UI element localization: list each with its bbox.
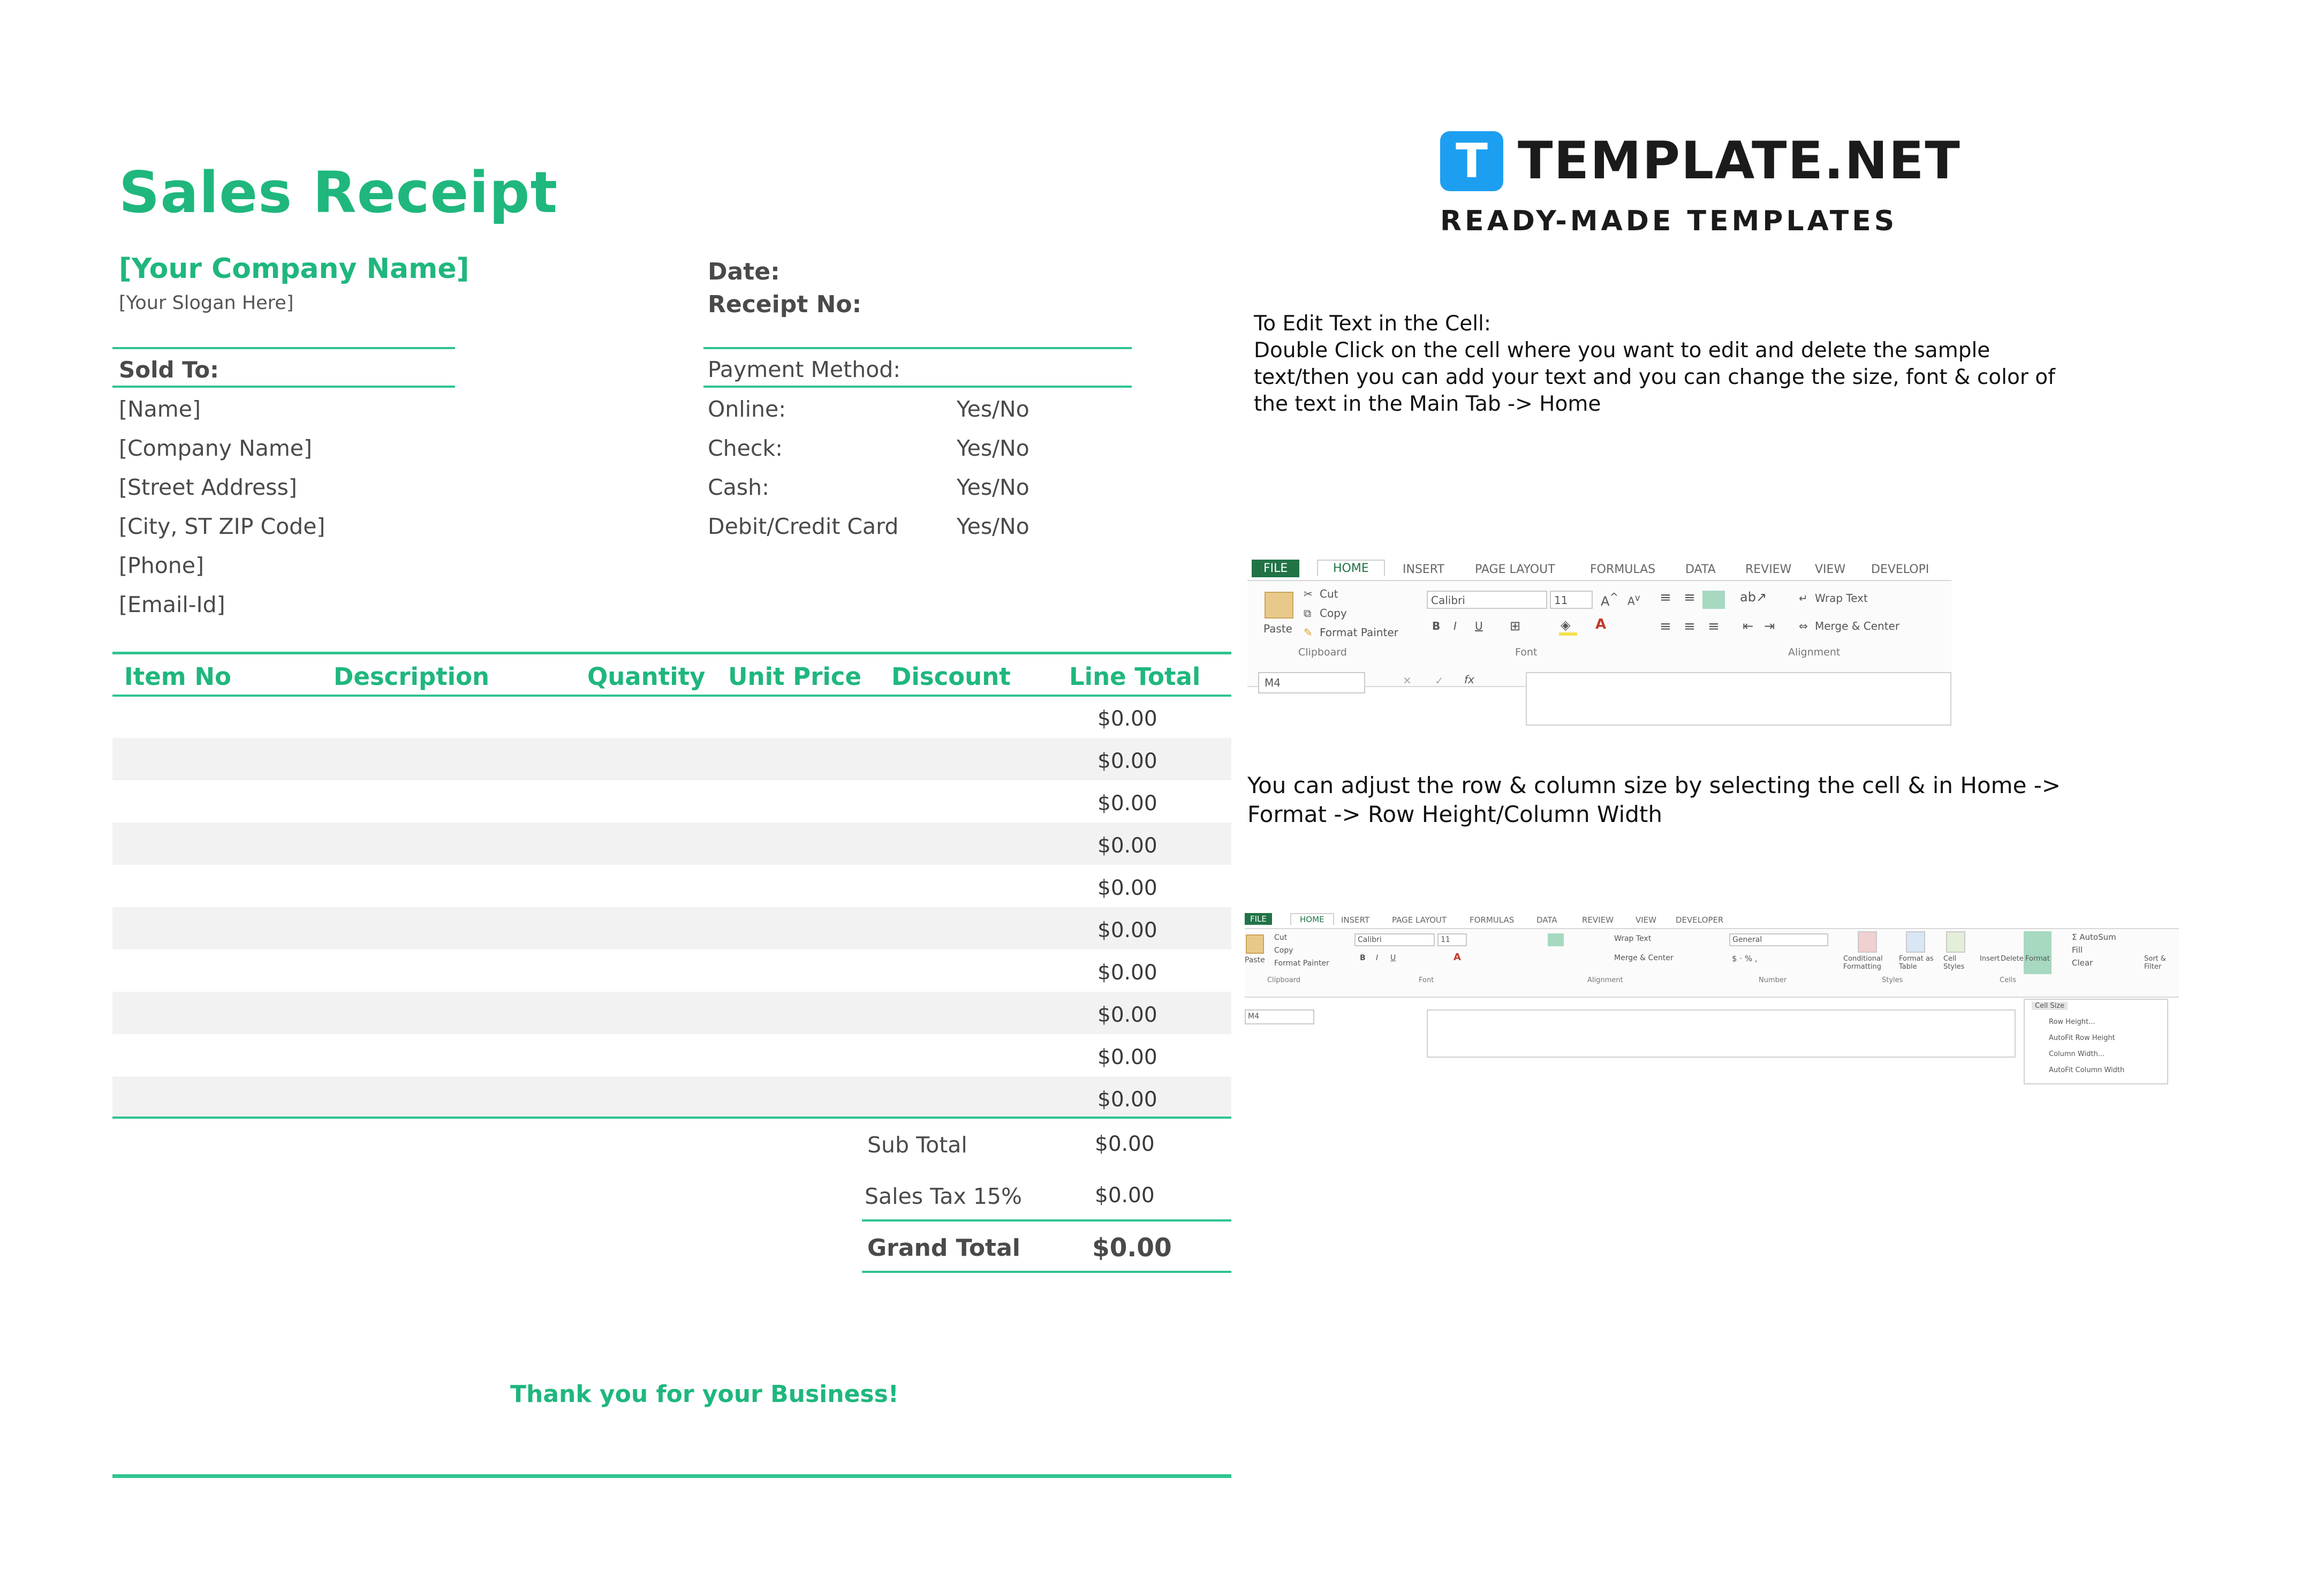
sort-filter-button[interactable]: Sort & Filter (2144, 955, 2166, 971)
ribbon-tab-data[interactable]: DATA (1685, 563, 1716, 576)
cut-icon[interactable]: ✂ (1304, 587, 1313, 600)
line-total-9: $0.00 (1097, 1045, 1157, 1069)
ribbon-tab-formulas[interactable]: FORMULAS (1590, 563, 1656, 576)
payment-online-value: Yes/No (957, 396, 1029, 422)
menu-item-row-height[interactable]: Row Height... (2049, 1018, 2095, 1026)
line-total-10: $0.00 (1097, 1088, 1157, 1112)
line-total-2: $0.00 (1097, 749, 1157, 773)
grand-total-label: Grand Total (867, 1234, 1020, 1262)
ribbon-tab-file[interactable]: FILE (1252, 560, 1299, 577)
wrap-text-icon[interactable]: ↵ (1799, 592, 1808, 605)
font-size-select[interactable]: 11 (1550, 591, 1593, 609)
sold-to-city: [City, ST ZIP Code] (119, 514, 325, 539)
ribbon-tab-developer[interactable]: DEVELOPER (1676, 915, 1724, 925)
template-logo-icon: T (1440, 131, 1503, 191)
formula-bar-input[interactable] (1526, 672, 1951, 726)
group-number: Number (1759, 976, 1787, 984)
conditional-formatting-button[interactable]: Conditional Formatting (1843, 955, 1883, 971)
decrease-indent-icon[interactable]: ⇤ (1743, 619, 1754, 634)
receipt-title: Sales Receipt (119, 160, 558, 225)
ribbon-tab-insert[interactable]: INSERT (1403, 563, 1444, 576)
paste-label[interactable]: Paste (1263, 622, 1292, 635)
format-cells-label[interactable]: Format (2025, 955, 2050, 963)
wrap-text-button[interactable]: Wrap Text (1815, 592, 1868, 605)
payment-cash-label: Cash: (708, 474, 769, 500)
ribbon-tab-formulas[interactable]: FORMULAS (1470, 915, 1515, 925)
align-left-icon[interactable]: ≡ (1660, 619, 1671, 635)
sub-total-label: Sub Total (867, 1132, 967, 1158)
format-cells-button[interactable] (2024, 931, 2052, 974)
line-total-7: $0.00 (1097, 961, 1157, 985)
insert-function-icon[interactable]: fx (1464, 673, 1474, 686)
font-name-select[interactable]: Calibri (1354, 933, 1435, 946)
copy-button[interactable]: Copy (1274, 946, 1293, 955)
payment-online-label: Online: (708, 396, 786, 422)
menu-item-autofit-row-height[interactable]: AutoFit Row Height (2049, 1034, 2115, 1042)
logo-tagline: READY-MADE TEMPLATES (1440, 205, 1898, 237)
autosum-button[interactable]: Σ AutoSum (2072, 932, 2116, 942)
delete-cells-button[interactable]: Delete (2001, 955, 2024, 963)
table-row (112, 992, 1231, 1034)
cancel-entry-icon[interactable]: ✕ (1403, 674, 1412, 687)
line-total-3: $0.00 (1097, 791, 1157, 816)
sold-to-name: [Name] (119, 396, 201, 422)
table-row (112, 907, 1231, 949)
menu-item-autofit-column-width[interactable]: AutoFit Column Width (2049, 1066, 2125, 1074)
format-painter-icon[interactable]: ✎ (1304, 626, 1313, 639)
ribbon-tab-page-layout[interactable]: PAGE LAYOUT (1475, 563, 1555, 576)
font-color-icon[interactable]: A (1595, 616, 1607, 632)
sold-to-street: [Street Address] (119, 474, 297, 500)
shrink-font-icon[interactable]: $A^v$ (1627, 593, 1640, 608)
formula-bar-input[interactable] (1427, 1009, 2016, 1058)
table-top-rule (112, 652, 1231, 654)
cell-styles-button[interactable]: Cell Styles (1943, 955, 1965, 971)
orientation-icon[interactable]: ab↗ (1740, 590, 1767, 605)
receipt-no-label: Receipt No: (708, 291, 862, 318)
payment-card-label: Debit/Credit Card (708, 514, 899, 539)
number-format-select[interactable]: General (1729, 933, 1828, 946)
line-total-5: $0.00 (1097, 876, 1157, 900)
sold-to-top-rule (112, 347, 455, 349)
underline-icon[interactable]: U (1390, 954, 1396, 962)
cut-button[interactable]: Cut (1274, 933, 1288, 942)
align-bottom-icon[interactable] (1702, 591, 1725, 609)
align-middle-icon[interactable]: ≡ (1684, 590, 1695, 606)
group-styles: Styles (1882, 976, 1903, 984)
ribbon-tab-review[interactable]: REVIEW (1582, 915, 1614, 925)
merge-center-button[interactable]: Merge & Center (1815, 620, 1900, 632)
italic-icon[interactable]: I (1376, 954, 1379, 962)
ribbon-tab-page-layout[interactable]: PAGE LAYOUT (1392, 915, 1447, 925)
payment-check-label: Check: (708, 435, 783, 461)
company-slogan: [Your Slogan Here] (119, 292, 294, 314)
line-total-6: $0.00 (1097, 918, 1157, 942)
col-line-total: Line Total (1069, 662, 1201, 691)
bold-icon[interactable]: B (1360, 954, 1366, 962)
ribbon-tab-file[interactable]: FILE (1245, 913, 1272, 925)
footer-rule (112, 1474, 1231, 1478)
menu-item-cell-size: Cell Size (2032, 1002, 2068, 1010)
underline-icon[interactable]: U (1475, 620, 1483, 632)
group-alignment: Alignment (1587, 976, 1623, 984)
paste-label[interactable]: Paste (1245, 956, 1265, 964)
company-name: [Your Company Name] (119, 253, 470, 285)
format-as-table-icon[interactable] (1906, 931, 1925, 953)
ribbon-tab-data[interactable]: DATA (1536, 915, 1557, 925)
edit-instructions-body: Double Click on the cell where you want to edit and delete the sample text/then you can add your text and you can change the size, font & color of the text in the Main Tab -> Home (1254, 338, 2055, 416)
payment-check-value: Yes/No (957, 435, 1029, 461)
format-as-table-button[interactable]: Format as Table (1899, 955, 1934, 971)
cut-button[interactable]: Cut (1320, 587, 1338, 600)
font-color-icon[interactable]: A (1454, 952, 1461, 963)
group-font: Font (1515, 646, 1538, 658)
logo-wordmark: TEMPLATE.NET (1518, 131, 1961, 191)
fill-color-icon[interactable] (1559, 632, 1577, 636)
borders-icon[interactable]: ⊞ (1510, 619, 1521, 634)
col-discount: Discount (891, 662, 1011, 691)
menu-item-column-width[interactable]: Column Width... (2049, 1050, 2105, 1058)
align-right-icon[interactable]: ≡ (1708, 619, 1720, 635)
fill-button[interactable]: Fill (2072, 945, 2083, 955)
align-top-icon[interactable]: ≡ (1660, 590, 1671, 606)
col-unit-price: Unit Price (728, 662, 861, 691)
group-alignment: Alignment (1788, 646, 1841, 658)
group-font: Font (1419, 976, 1434, 984)
grow-font-icon[interactable]: A^ (1601, 591, 1619, 609)
payment-method-label: Payment Method: (708, 357, 901, 382)
cell-styles-icon[interactable] (1946, 931, 1965, 953)
align-center-icon[interactable]: ≡ (1684, 619, 1695, 635)
table-header-rule (112, 695, 1231, 697)
font-name-select[interactable]: Calibri (1427, 591, 1547, 609)
sold-to-email: [Email-Id] (119, 592, 225, 617)
insert-cells-button[interactable]: Insert (1980, 955, 2000, 963)
paste-icon[interactable] (1265, 592, 1293, 619)
clear-button[interactable]: Clear (2072, 958, 2093, 968)
payment-cash-value: Yes/No (957, 474, 1029, 500)
format-painter-button[interactable]: Format Painter (1320, 626, 1398, 639)
sold-to-company: [Company Name] (119, 435, 313, 461)
increase-indent-icon[interactable]: ⇥ (1764, 619, 1775, 634)
group-cells: Cells (2000, 976, 2017, 984)
line-total-1: $0.00 (1097, 707, 1157, 731)
grand-total-top-rule (862, 1219, 1231, 1221)
merge-center-icon[interactable]: ⇔ (1799, 620, 1808, 632)
excel-ribbon-screenshot-1 (1247, 560, 1954, 731)
ribbon-tab-view[interactable]: VIEW (1636, 915, 1656, 925)
sold-to-bottom-rule (112, 386, 455, 388)
table-row (112, 823, 1231, 865)
sales-tax-label: Sales Tax 15% (865, 1183, 1022, 1209)
confirm-entry-icon[interactable]: ✓ (1435, 674, 1444, 687)
sold-to-label: Sold To: (119, 357, 219, 383)
group-clipboard: Clipboard (1267, 976, 1301, 984)
align-bottom-icon[interactable] (1548, 933, 1564, 946)
table-row (112, 1076, 1231, 1119)
excel-ribbon-screenshot-2 (1245, 913, 2179, 1084)
format-painter-button[interactable]: Format Painter (1274, 959, 1329, 968)
fill-color-bucket-icon[interactable]: ◈ (1561, 617, 1571, 632)
name-box[interactable]: M4 (1258, 672, 1365, 693)
ribbon-tab-home[interactable]: HOME (1290, 913, 1334, 925)
group-clipboard: Clipboard (1298, 646, 1347, 658)
sub-total-value: $0.00 (1095, 1132, 1155, 1156)
payment-bottom-rule (703, 386, 1132, 388)
sales-tax-value: $0.00 (1095, 1183, 1155, 1208)
edit-instructions-title: To Edit Text in the Cell: (1254, 312, 1492, 336)
merge-center-button[interactable]: Merge & Center (1614, 954, 1674, 962)
payment-top-rule (703, 347, 1132, 349)
italic-icon[interactable]: I (1454, 620, 1457, 632)
copy-icon[interactable]: ⧉ (1304, 607, 1312, 620)
copy-button[interactable]: Copy (1320, 607, 1347, 620)
sold-to-phone: [Phone] (119, 553, 204, 578)
thank-you-message: Thank you for your Business! (510, 1381, 899, 1408)
payment-card-value: Yes/No (957, 514, 1029, 539)
paste-icon[interactable] (1246, 934, 1264, 954)
ribbon-tab-home[interactable]: HOME (1317, 560, 1385, 576)
line-total-4: $0.00 (1097, 834, 1157, 858)
ribbon-tab-view[interactable]: VIEW (1815, 563, 1846, 576)
resize-instructions-body: You can adjust the row & column size by selecting the cell & in Home -> Format -> Row Height/Column Width (1247, 772, 2061, 827)
ribbon-tab-insert[interactable]: INSERT (1341, 915, 1370, 925)
table-bottom-rule (112, 1117, 1231, 1119)
wrap-text-button[interactable]: Wrap Text (1614, 934, 1652, 943)
bold-icon[interactable]: B (1432, 620, 1441, 632)
line-total-8: $0.00 (1097, 1003, 1157, 1027)
col-item-no: Item No (124, 662, 231, 691)
date-label: Date: (708, 258, 780, 285)
col-quantity: Quantity (587, 662, 706, 691)
name-box[interactable]: M4 (1245, 1009, 1314, 1024)
ribbon-tab-developer[interactable]: DEVELOPI (1871, 563, 1929, 576)
grand-total-bottom-rule (862, 1271, 1231, 1273)
font-size-select[interactable]: 11 (1437, 933, 1467, 946)
grand-total-value: $0.00 (1092, 1233, 1172, 1263)
conditional-formatting-icon[interactable] (1858, 931, 1877, 953)
col-description: Description (334, 662, 490, 691)
table-row (112, 738, 1231, 780)
ribbon-tab-review[interactable]: REVIEW (1745, 563, 1792, 576)
currency-icon[interactable]: $ · % , (1732, 954, 1758, 963)
